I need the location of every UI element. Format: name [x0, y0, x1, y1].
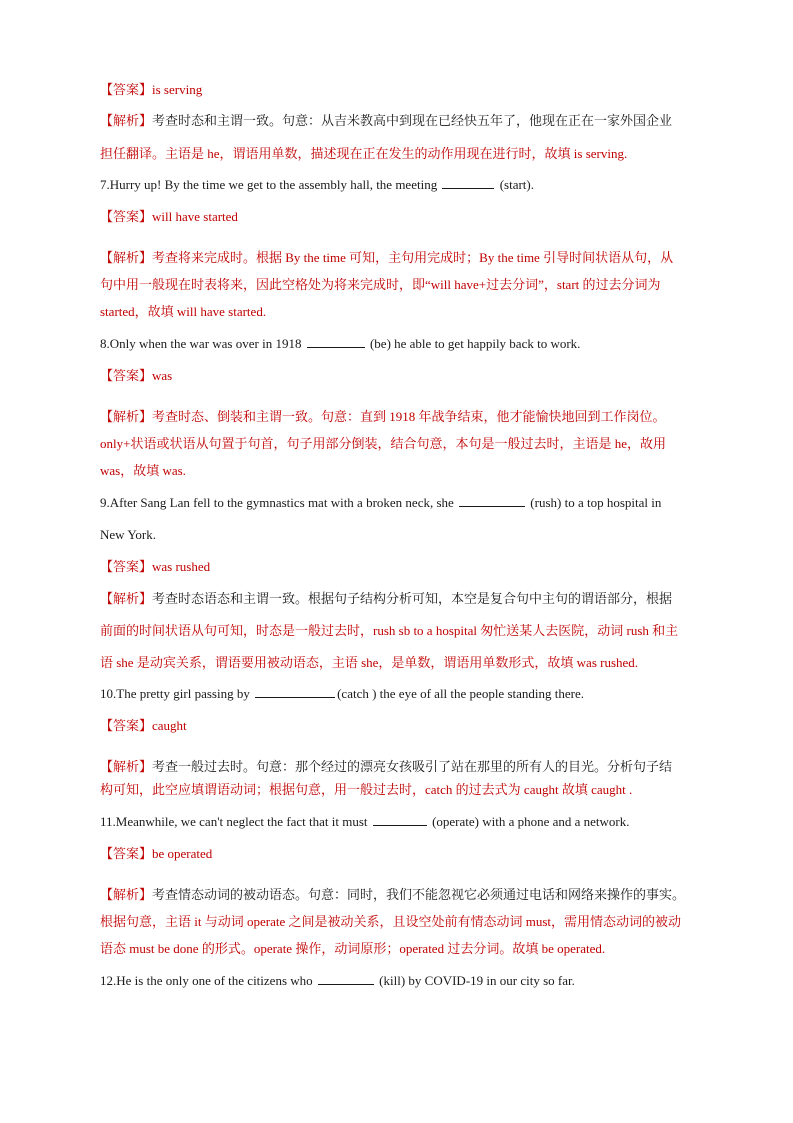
- analysis-text: was，故填 was.: [100, 463, 186, 478]
- analysis-text: 句中用一般现在时表将来，因此空格处为将来完成时，即“will have+过去分词”，start 的过去分词为: [100, 277, 661, 292]
- analysis-tag: 【解析】: [100, 409, 153, 424]
- question-9: [100, 495, 740, 511]
- analysis-text: 构可知，此空应填谓语动词；根据句意，用一般过去时，catch 的过去式为 caught 故填 caught .: [100, 782, 633, 797]
- analysis-line: [100, 250, 740, 266]
- answer-tag: 【答案】: [100, 559, 153, 574]
- question-text: 9.After Sang Lan fell to the gymnastics mat with a broken neck, she: [100, 495, 454, 510]
- question-text: (start).: [499, 177, 534, 192]
- answer-blank: [373, 814, 427, 826]
- answer-line-8: [100, 368, 740, 384]
- analysis-text: 考查时态和主谓一致。句意：从吉米教高中到现在已经快五年了，他现在正在一家外国企业: [152, 113, 673, 128]
- answer-line-6: [100, 82, 740, 98]
- answer-tag: 【答案】: [100, 368, 153, 383]
- analysis-text: 考查时态、倒装和主谓一致。句意：直到 1918 年战争结束，他才能愉快地回到工作岗位。: [152, 409, 666, 424]
- question-text: (rush) to a top hospital in: [530, 495, 662, 510]
- analysis-line: [100, 463, 740, 479]
- question-text: (be) he able to get happily back to work.: [369, 336, 581, 351]
- analysis-text: 考查时态语态和主谓一致。根据句子结构分析可知，本空是复合句中主句的谓语部分，根据: [152, 591, 673, 606]
- question-text: New York.: [100, 527, 156, 542]
- analysis-line: [100, 655, 740, 671]
- answer-blank: [442, 177, 494, 189]
- analysis-tag: 【解析】: [100, 250, 153, 265]
- analysis-line: [100, 623, 740, 639]
- analysis-text: 考查将来完成时。根据 By the time 可知，主句用完成时；By the time 引导时间状语从句，从: [152, 250, 674, 265]
- answer-blank: [318, 973, 374, 985]
- question-11: [100, 814, 740, 830]
- answer-tag: 【答案】: [100, 718, 153, 733]
- answer-line-10: [100, 718, 740, 734]
- answer-blank: [255, 686, 335, 698]
- answer-text: will have started: [152, 209, 238, 224]
- analysis-line: [100, 436, 740, 452]
- answer-line-9: [100, 559, 740, 575]
- answer-tag: 【答案】: [100, 82, 153, 97]
- answer-text: was rushed: [152, 559, 211, 574]
- analysis-line: [100, 591, 740, 607]
- question-text: 7.Hurry up! By the time we get to the assembly hall, the meeting: [100, 177, 438, 192]
- analysis-tag: 【解析】: [100, 759, 153, 774]
- question-text: 8.Only when the war was over in 1918: [100, 336, 302, 351]
- analysis-text: 考查情态动词的被动语态。句意：同时，我们不能忽视它必须通过电话和网络来操作的事实。: [152, 887, 686, 902]
- analysis-line: [100, 759, 740, 775]
- answer-blank: [307, 336, 365, 348]
- analysis-line: [100, 277, 740, 293]
- analysis-text: 前面的时间状语从句可知，时态是一般过去时，rush sb to a hospital 匆忙送某人去医院，动词 rush 和主: [100, 623, 679, 638]
- analysis-tag: 【解析】: [100, 113, 153, 128]
- analysis-tag: 【解析】: [100, 591, 153, 606]
- answer-text: caught: [152, 718, 187, 733]
- analysis-text: 语 she 是动宾关系，谓语要用被动语态，主语 she，是单数，谓语用单数形式，故填 was rushed.: [100, 655, 639, 670]
- analysis-text: 根据句意，主语 it 与动词 operate 之间是被动关系，且设空处前有情态动词 must，需用情态动词的被动: [100, 914, 682, 929]
- analysis-line: [100, 113, 740, 129]
- answer-text: be operated: [152, 846, 213, 861]
- question-text: (catch ) the eye of all the people standing there.: [337, 686, 584, 701]
- analysis-line: [100, 914, 740, 930]
- analysis-text: 语态 must be done 的形式。operate 操作，动词原形；operated 过去分词。故填 be operated.: [100, 941, 606, 956]
- question-8: [100, 336, 740, 352]
- question-10: [100, 686, 740, 702]
- answer-line-7: [100, 209, 740, 225]
- question-text: 11.Meanwhile, we can't neglect the fact that it must: [100, 814, 368, 829]
- analysis-line: [100, 146, 740, 162]
- question-text: (operate) with a phone and a network.: [432, 814, 630, 829]
- question-7: [100, 177, 740, 193]
- question-text: (kill) by COVID-19 in our city so far.: [379, 973, 575, 988]
- answer-blank: [459, 495, 525, 507]
- question-text: 10.The pretty girl passing by: [100, 686, 250, 701]
- analysis-line: [100, 409, 740, 425]
- answer-line-11: [100, 846, 740, 862]
- answer-tag: 【答案】: [100, 846, 153, 861]
- question-9-continued: [100, 527, 740, 543]
- analysis-text: 担任翻译。主语是 he，谓语用单数，描述现在正在发生的动作用现在进行时，故填 is serving.: [100, 146, 628, 161]
- answer-text: was: [152, 368, 173, 383]
- answer-text: is serving: [152, 82, 203, 97]
- answer-tag: 【答案】: [100, 209, 153, 224]
- analysis-line: [100, 782, 740, 798]
- analysis-text: only+状语或状语从句置于句首，句子用部分倒装，结合句意，本句是一般过去时，主语是 he，故用: [100, 436, 666, 451]
- analysis-tag: 【解析】: [100, 887, 153, 902]
- analysis-line: [100, 941, 740, 957]
- analysis-text: 考查一般过去时。句意：那个经过的漂亮女孩吸引了站在那里的所有人的目光。分析句子结: [152, 759, 673, 774]
- analysis-line: [100, 887, 740, 903]
- analysis-text: started，故填 will have started.: [100, 304, 267, 319]
- question-text: 12.He is the only one of the citizens who: [100, 973, 313, 988]
- analysis-line: [100, 304, 740, 320]
- question-12: [100, 973, 740, 989]
